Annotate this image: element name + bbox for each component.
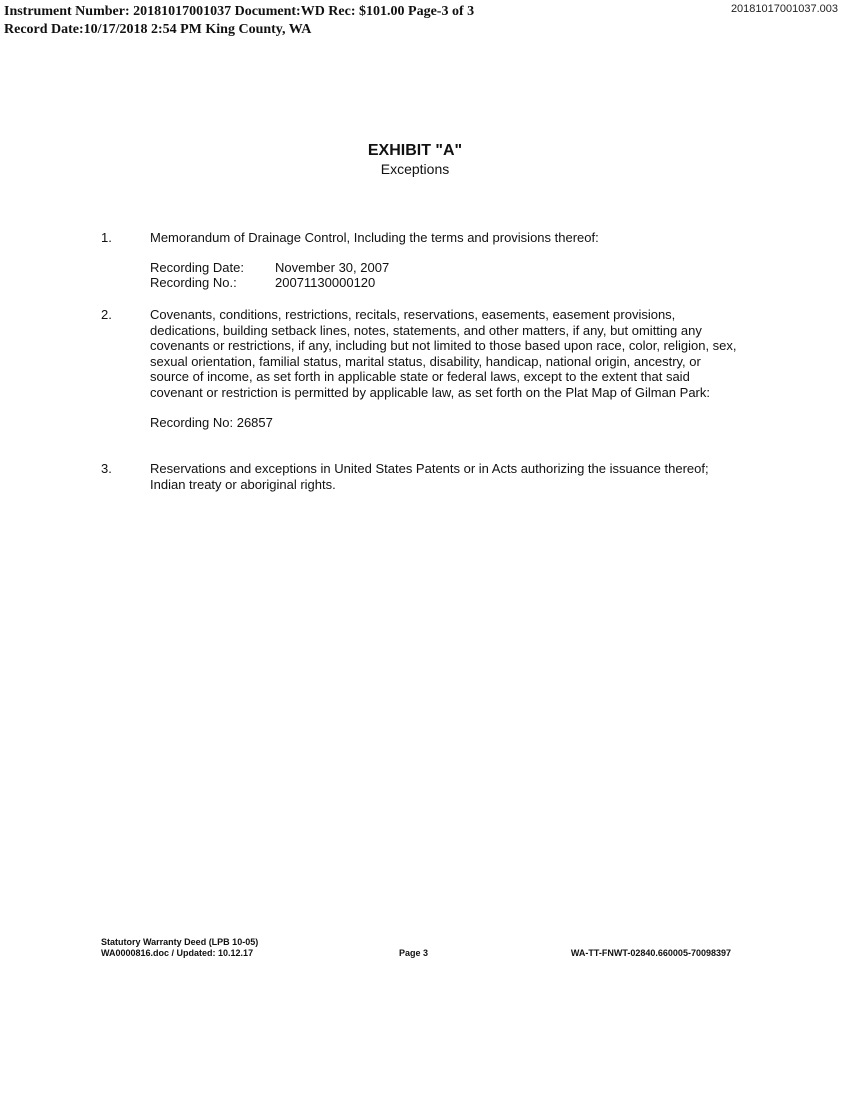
item-text: Memorandum of Drainage Control, Including the terms and provisions thereof:	[150, 230, 599, 245]
exception-item-1	[101, 230, 741, 291]
form-name: Statutory Warranty Deed (LPB 10-05)	[101, 937, 259, 947]
item-text: Covenants, conditions, restrictions, recitals, reservations, easements, easement provisions, dedications, building setback lines, notes, statements, and other matters, if any, but omitting any covenants or restrictions, if any, including but not limited to those based upon race, color, religion, sex, sexual orientation, familial status, marital status, disability, handicap, national origin, ancestry, or source of income, as set forth in applicable state or federal laws, except to the extent that said covenant or restriction is permitted by applicable law, as set forth on the Plat Map of Gilman Park:	[150, 307, 737, 400]
recording-no-value: 20071130000120	[275, 275, 376, 290]
file-info: WA0000816.doc / Updated: 10.12.17	[101, 948, 254, 958]
exception-item-3	[101, 461, 741, 492]
item-number: 3.	[101, 461, 112, 476]
file-number: WA-TT-FNWT-02840.660005-70098397	[570, 948, 731, 958]
recording-date-value: November 30, 2007	[275, 259, 390, 275]
recording-details	[150, 260, 741, 291]
recording-date-row	[150, 260, 741, 276]
footer-form-info	[101, 937, 258, 959]
recording-no-line: Recording No: 26857	[150, 415, 273, 430]
recording-no-row	[150, 275, 741, 291]
recording-header	[4, 3, 474, 39]
page-number: Page 3	[399, 948, 429, 958]
item-text: Reservations and exceptions in United States Patents or in Acts authorizing the issuance thereof; Indian treaty or aboriginal rights.	[150, 461, 709, 492]
exhibit-heading	[0, 141, 830, 178]
exhibit-title: EXHIBIT "A"	[367, 142, 463, 159]
document-id: 20181017001037.003	[730, 3, 838, 15]
record-date-line: Record Date:10/17/2018 2:54 PM King County, WA	[4, 22, 312, 37]
exception-item-2	[101, 307, 741, 431]
exhibit-subtitle: Exceptions	[380, 161, 450, 177]
instrument-number-line: Instrument Number: 20181017001037 Document:WD Rec: $101.00 Page-3 of 3	[4, 4, 475, 19]
recording-no-label: Recording No.:	[150, 275, 237, 290]
item-number: 1.	[101, 230, 112, 245]
recording-date-label: Recording Date:	[150, 259, 244, 275]
item-number: 2.	[101, 307, 112, 322]
